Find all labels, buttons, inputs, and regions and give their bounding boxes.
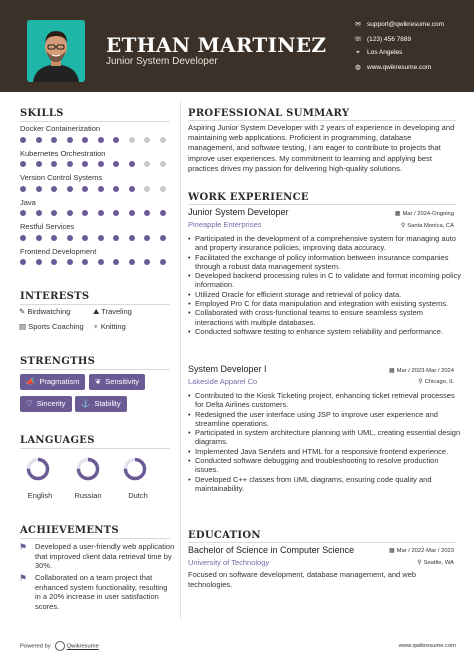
skill-dot-filled (51, 137, 57, 143)
skill-dot-filled (113, 161, 119, 167)
skill-dot-filled (144, 259, 150, 265)
skill-dot-empty (144, 186, 150, 192)
skill-dot-filled (160, 235, 166, 241)
job-bullet: • Conducted software debugging and troubleshooting to resolve production issues. (195, 456, 463, 475)
skill-dot-empty (160, 186, 166, 192)
heart-icon: ♡ (26, 399, 33, 408)
summary-rule (188, 120, 456, 121)
skill-rating (20, 161, 170, 168)
skill-dot-filled (20, 137, 26, 143)
skill-name: Restful Services (20, 222, 75, 231)
job-title: Junior System Developer (188, 207, 289, 217)
interests-title: INTERESTS (20, 291, 90, 302)
skill-dot-filled (129, 259, 135, 265)
achievement-item: Collaborated on a team project that enhanced system functionality, resulting in a 20% increase in user satisfaction scores. (35, 573, 168, 611)
skill-dot-filled (82, 161, 88, 167)
job-bullets (188, 391, 463, 493)
skill-dot-filled (82, 259, 88, 265)
skills-rule (20, 121, 170, 122)
skill-dot-filled (129, 186, 135, 192)
job-bullet: • Participated in system architecture planning with UML, creating essential design diagrams. (195, 428, 463, 447)
skill-dot-filled (113, 259, 119, 265)
column-divider (180, 100, 181, 620)
strength-tag: ♡ Sincerity (20, 396, 72, 412)
language-level-ring (25, 456, 51, 482)
skill-dot-filled (144, 210, 150, 216)
skill-dot-filled (20, 186, 26, 192)
pin-icon: ⚲ (400, 223, 406, 229)
education-title: EDUCATION (188, 530, 261, 541)
skill-dot-filled (67, 186, 73, 192)
skill-rating (20, 186, 170, 193)
job-location: ⚲ Chicago, IL (418, 379, 454, 385)
strengths-rule (20, 369, 170, 370)
language-name: English (27, 491, 53, 500)
skill-name: Docker Containerization (20, 124, 101, 133)
skill-dot-filled (51, 259, 57, 265)
interests-rule (20, 304, 170, 305)
languages-rule (20, 448, 170, 449)
hiker-icon: ⛰ (93, 307, 100, 316)
candidate-name: ETHAN MARTINEZ (106, 33, 327, 57)
job-bullet: • Utilized Oracle for efficient storage and retrieval of policy data. (195, 290, 463, 299)
strength-tag: ❦ Sensitivity (89, 374, 145, 390)
contact-website[interactable]: ◍ www.qwikresume.com (355, 64, 432, 71)
skill-dot-filled (67, 161, 73, 167)
calendar-icon: ▦ (394, 211, 401, 217)
job-dates: ▦ Mar / 2023-Mar / 2024 (388, 368, 454, 374)
email-icon: ✉ (355, 21, 361, 28)
skill-rating (20, 210, 170, 217)
skill-dot-filled (129, 235, 135, 241)
pencil-icon: ✎ (19, 307, 26, 316)
skill-dot-filled (129, 161, 135, 167)
degree: Bachelor of Science in Computer Science (188, 545, 355, 555)
job-bullet: • Developed backend processing rules in C to validate and format incoming policy information. (195, 271, 463, 290)
pin-icon: ⚲ (418, 379, 423, 385)
skill-dot-filled (36, 210, 42, 216)
language-name: Russian (74, 491, 102, 500)
calendar-icon: ▦ (388, 368, 395, 374)
skill-dot-filled (160, 210, 166, 216)
summary-title: PROFESSIONAL SUMMARY (188, 108, 350, 119)
skill-dot-filled (20, 161, 26, 167)
contact-phone[interactable]: ☏ (123) 456 7889 (354, 36, 412, 43)
language-level-ring (122, 456, 148, 482)
skill-dot-filled (51, 235, 57, 241)
interest-item: ⛰ Traveling (93, 307, 132, 316)
skill-name: Version Control Systems (20, 173, 103, 182)
skill-dot-empty (129, 137, 135, 143)
achievement-icon: ⚑ (19, 573, 28, 583)
language-level-ring (75, 456, 101, 482)
education-description: Focused on software development, database management, and web technologies. (188, 570, 417, 589)
calendar-icon: ▦ (388, 548, 395, 554)
skill-name: Kubernetes Orchestration (20, 149, 106, 158)
anchor-icon: ⚓ (81, 399, 91, 408)
leaf-icon: ❦ (95, 377, 102, 386)
candidate-title: Junior System Developer (106, 56, 218, 67)
interest-item: ♆ Knitting (93, 322, 126, 331)
phone-icon: ☏ (354, 36, 363, 43)
education-rule (188, 542, 456, 543)
skill-dot-filled (82, 186, 88, 192)
megaphone-icon: 📣 (26, 377, 36, 386)
skill-dot-filled (113, 186, 119, 192)
trophy-icon: ♆ (93, 322, 99, 331)
experience-title: WORK EXPERIENCE (188, 192, 309, 203)
interest-item: ▤ Sports Coaching (19, 322, 84, 331)
skill-dot-filled (98, 235, 104, 241)
achievement-icon: ⚑ (19, 542, 28, 552)
skill-dot-filled (20, 235, 26, 241)
skill-dot-filled (113, 235, 119, 241)
skill-dot-filled (144, 235, 150, 241)
job-bullet: • Participated in the development of a comprehensive system for managing auto and property insurance policies, improving data accuracy. (195, 234, 463, 253)
achievements-rule (20, 538, 170, 539)
skill-dot-filled (36, 186, 42, 192)
skill-dot-filled (98, 161, 104, 167)
skill-dot-filled (160, 259, 166, 265)
skill-dot-filled (51, 210, 57, 216)
skill-dot-filled (67, 137, 73, 143)
skill-dot-filled (67, 235, 73, 241)
company-name: Pineapple Enterprises (188, 220, 262, 229)
strength-tag: ⚓ Stability (75, 396, 127, 412)
skill-dot-filled (82, 210, 88, 216)
education-dates: ▦ Mar / 2022-Mar / 2023 (388, 548, 454, 554)
job-bullet: • Conducted software testing to enhance system reliability and performance. (195, 327, 463, 336)
interest-item: ✎ Birdwatching (19, 307, 71, 316)
skill-rating (20, 235, 170, 242)
book-icon: ▤ (19, 322, 27, 331)
job-bullet: • Implemented Java Servlets and HTML for a responsive frontend experience. (195, 447, 463, 456)
skill-rating (20, 137, 170, 144)
skill-dot-empty (144, 137, 150, 143)
skill-name: Java (20, 198, 36, 207)
skill-dot-empty (160, 137, 166, 143)
skill-dot-filled (98, 210, 104, 216)
achievements-title: ACHIEVEMENTS (20, 525, 119, 536)
languages-title: LANGUAGES (20, 435, 95, 446)
skill-dot-filled (98, 137, 104, 143)
skills-title: SKILLS (20, 108, 64, 119)
globe-icon: ◍ (355, 64, 361, 71)
footer-url[interactable]: www.qwikresume.com (398, 643, 456, 649)
job-bullet: • Employed Pro C for data manipulation and integration with existing systems. (195, 299, 463, 308)
skill-dot-filled (67, 259, 73, 265)
company-name: Lakeside Apparel Co (188, 377, 258, 386)
strengths-title: STRENGTHS (20, 356, 96, 367)
job-bullet: • Collaborated with cross-functional teams to ensure seamless system interactions with multiple databases. (195, 308, 463, 327)
skill-dot-filled (113, 137, 119, 143)
job-dates: ▦ Mar / 2024-Ongoing (394, 211, 454, 217)
skill-dot-filled (51, 186, 57, 192)
footer-powered-by[interactable]: Powered by Qwikresume (20, 641, 99, 651)
experience-rule (188, 204, 456, 205)
pin-icon: ⚲ (417, 560, 422, 566)
job-bullet: • Developed C++ classes from UML diagrams, ensuring code quality and maintainability. (195, 475, 463, 494)
skill-rating (20, 259, 170, 266)
job-bullet: • Redesigned the user interface using JSP to improve user experience and streamline operations. (195, 410, 463, 429)
education-location: ⚲ Seattle, WA (417, 560, 454, 566)
skill-dot-empty (144, 161, 150, 167)
job-bullets (188, 234, 463, 336)
job-bullet: • Facilitated the exchange of policy information between insurance companies through a robust data management system. (195, 253, 463, 272)
skill-dot-filled (20, 259, 26, 265)
job-bullet: • Contributed to the Kiosk Ticketing project, enhancing ticket retrieval processes for Delta Airlines customers. (195, 391, 463, 410)
skill-dot-filled (51, 161, 57, 167)
skill-dot-filled (129, 210, 135, 216)
job-title: System Developer I (188, 364, 267, 374)
school-name: University of Technology (188, 558, 270, 567)
skill-dot-filled (36, 161, 42, 167)
strength-tag: 📣 Pragmatism (20, 374, 85, 390)
job-location: ⚲ Santa Monica, CA (400, 223, 454, 229)
profile-photo (27, 20, 85, 82)
skill-dot-filled (98, 186, 104, 192)
skill-dot-filled (36, 137, 42, 143)
summary-text: Aspiring Junior System Developer with 2 years of experience in developing and maintaining web applications. Proficient in programming, database management, and software testing, I am eager to contribute to projects that improve user experiences. My commitment to learning and applying best practices drives my passion for delivering high-quality solutions. (188, 123, 455, 173)
contact-email[interactable]: ✉ support@qwikresume.com (355, 21, 445, 28)
skill-dot-empty (160, 161, 166, 167)
skill-dot-filled (67, 210, 73, 216)
skill-dot-filled (82, 137, 88, 143)
skill-dot-filled (36, 259, 42, 265)
skill-dot-filled (20, 210, 26, 216)
qwikresume-logo-icon (55, 641, 65, 651)
resume-header (0, 0, 474, 92)
skill-dot-filled (113, 210, 119, 216)
skill-dot-filled (36, 235, 42, 241)
achievement-item: Developed a user-friendly web application that improved client data retrieval time by 30%. (35, 542, 175, 571)
contact-location: ⌖ Los Angeles (354, 49, 402, 57)
skill-name: Frontend Development (20, 247, 97, 256)
language-name: Dutch (128, 491, 148, 500)
skill-dot-filled (98, 259, 104, 265)
location-icon: ⌖ (356, 49, 360, 56)
skill-dot-filled (82, 235, 88, 241)
